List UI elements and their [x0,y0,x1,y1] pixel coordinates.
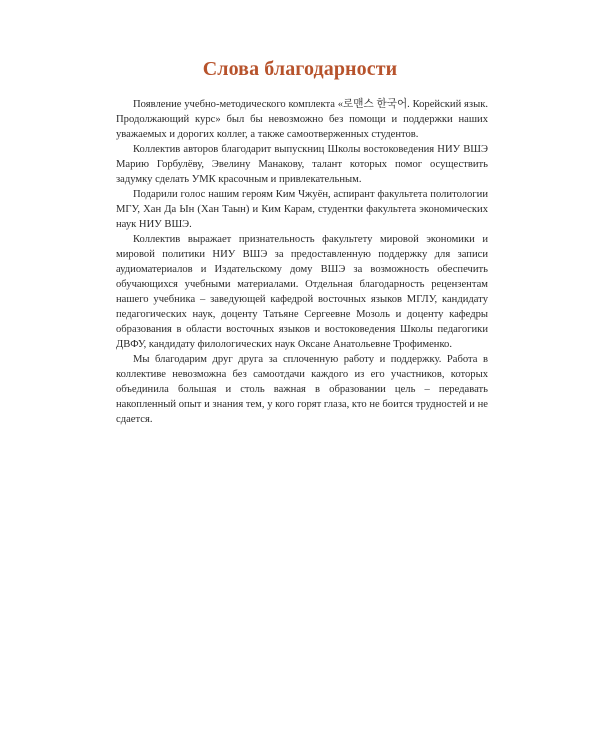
acknowledgements-body [116,97,488,427]
paragraph-team-thanks: Мы благодарим друг друга за сплоченную работу и поддержку. Работа в коллективе невозможна без самоотдачи каждого из его участников, которых объединила большая и столь важная в образовании цель – передавать накопленный опыт и знания тем, у кого горят глаза, кто не боится трудностей и не сдается. [116,354,488,425]
paragraph-intro: Появление учебно-методического комплекта «로맨스 한국어. Корейский язык. Продолжающий курс» был бы невозможно без помощи и поддержки наших уважаемых и дорогих коллег, а также самоотверженных студентов. [116,99,488,140]
paragraph-voice-thanks: Подарили голос нашим героям Ким Чжуён, аспирант факультета политологии МГУ, Хан Да Ын (Хан Таын) и Ким Карам, студентки факультета экономических наук НИУ ВШЭ. [116,189,488,230]
page-title: Слова благодарности [202,58,398,80]
paragraph-faculty-thanks: Коллектив выражает признательность факультету мировой экономики и мировой политики НИУ ВШЭ за предоставленную поддержку для записи аудиоматериалов и Издательскому дому ВШЭ за возможность обеспечить обучающихся учебными материалами. Отдельная благодарность рецензентам нашего учебника – заведующей кафедрой восточных языков МГЛУ, кандидату педагогических наук, доценту Татьяне Сергеевне Мозоль и доценту кафедры образования в области восточных языков и востоковедения Школы педагогики ДВФУ, кандидату филологических наук Оксане Анатольевне Трофименко. [116,234,488,350]
paragraph-design-thanks: Коллектив авторов благодарит выпускниц Школы востоковедения НИУ ВШЭ Марию Горбулёву, Эвелину Манакову, талант которых помог осуществить задумку сделать УМК красочным и привлекательным. [116,144,488,185]
